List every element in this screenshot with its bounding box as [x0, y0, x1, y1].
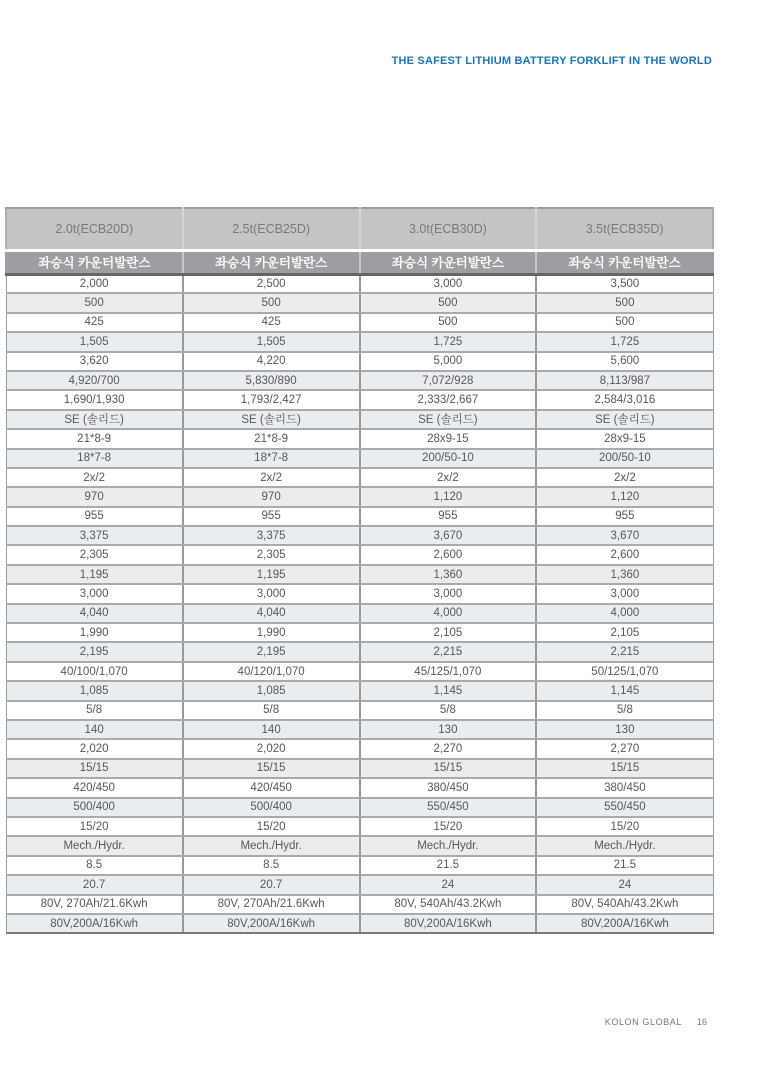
table-row: [6, 332, 713, 351]
spec-cell: 130: [536, 720, 713, 739]
spec-cell: 5,000: [360, 352, 537, 371]
table-row: [6, 662, 713, 681]
spec-cell: 21.5: [360, 856, 537, 875]
spec-cell: 1,195: [183, 565, 360, 584]
spec-cell: 1,690/1,930: [6, 390, 183, 409]
spec-cell: 500: [360, 313, 537, 332]
spec-cell: 5/8: [536, 701, 713, 720]
spec-cell: 1,085: [183, 681, 360, 700]
table-row: [6, 604, 713, 623]
spec-cell: 21*8-9: [6, 429, 183, 448]
spec-cell: 15/20: [536, 817, 713, 836]
spec-cell: 28x9-15: [536, 429, 713, 448]
spec-cell: 380/450: [360, 778, 537, 797]
spec-cell: 200/50-10: [360, 449, 537, 468]
table-row: [6, 798, 713, 817]
table-row: [6, 739, 713, 758]
spec-cell: 1,990: [183, 623, 360, 642]
spec-cell: Mech./Hydr.: [183, 836, 360, 855]
spec-cell: 2,215: [360, 642, 537, 661]
table-row: [6, 895, 713, 914]
spec-cell: 3,000: [183, 584, 360, 603]
spec-cell: 8.5: [183, 856, 360, 875]
table-row: [6, 681, 713, 700]
table-row: [6, 313, 713, 332]
spec-table-container: [5, 207, 714, 934]
spec-cell: SE (솔리드): [360, 410, 537, 429]
spec-cell: 3,375: [6, 526, 183, 545]
table-row: [6, 778, 713, 797]
spec-cell: 5/8: [183, 701, 360, 720]
spec-cell: 500/400: [183, 798, 360, 817]
spec-cell: Mech./Hydr.: [536, 836, 713, 855]
page-number: 16: [696, 1017, 707, 1027]
spec-cell: 7,072/928: [360, 371, 537, 390]
spec-cell: 1,725: [360, 332, 537, 351]
table-row: [6, 584, 713, 603]
spec-cell: 50/125/1,070: [536, 662, 713, 681]
spec-cell: 15/15: [183, 759, 360, 778]
spec-cell: 2,305: [6, 545, 183, 564]
table-row: [6, 507, 713, 526]
spec-cell: 4,000: [360, 604, 537, 623]
spec-cell: 2x/2: [6, 468, 183, 487]
spec-cell: 5,600: [536, 352, 713, 371]
spec-cell: 3,000: [536, 584, 713, 603]
spec-cell: 21.5: [536, 856, 713, 875]
spec-cell: 970: [6, 487, 183, 506]
spec-cell: 28x9-15: [360, 429, 537, 448]
spec-cell: 955: [536, 507, 713, 526]
table-row: [6, 817, 713, 836]
spec-cell: 500: [183, 293, 360, 312]
spec-table: [5, 207, 714, 934]
spec-cell: 550/450: [536, 798, 713, 817]
table-row: [6, 836, 713, 855]
spec-cell: 500/400: [6, 798, 183, 817]
spec-cell: 3,375: [183, 526, 360, 545]
model-header-ecb25d: 2.5t(ECB25D): [183, 208, 360, 250]
spec-cell: 1,990: [6, 623, 183, 642]
spec-cell: 8,113/987: [536, 371, 713, 390]
spec-cell: 500: [360, 293, 537, 312]
spec-cell: 3,670: [360, 526, 537, 545]
table-row: [6, 642, 713, 661]
spec-cell: 24: [536, 875, 713, 894]
spec-cell: 18*7-8: [6, 449, 183, 468]
spec-cell: 420/450: [6, 778, 183, 797]
spec-cell: 15/15: [360, 759, 537, 778]
spec-cell: 2,195: [6, 642, 183, 661]
spec-cell: 1,145: [360, 681, 537, 700]
spec-cell: 40/100/1,070: [6, 662, 183, 681]
table-row: [6, 390, 713, 409]
spec-cell: 425: [6, 313, 183, 332]
spec-cell: Mech./Hydr.: [6, 836, 183, 855]
table-row: [6, 701, 713, 720]
spec-cell: 2,500: [183, 274, 360, 293]
table-row: [6, 468, 713, 487]
table-row: [6, 759, 713, 778]
spec-cell: 2,600: [360, 545, 537, 564]
spec-cell: 15/20: [360, 817, 537, 836]
spec-cell: 2,305: [183, 545, 360, 564]
spec-cell: 955: [360, 507, 537, 526]
spec-cell: 1,195: [6, 565, 183, 584]
spec-cell: 3,000: [6, 584, 183, 603]
spec-cell: 2,333/2,667: [360, 390, 537, 409]
spec-cell: 130: [360, 720, 537, 739]
spec-cell: 2x/2: [360, 468, 537, 487]
table-row: [6, 274, 713, 293]
spec-cell: 80V, 270Ah/21.6Kwh: [183, 895, 360, 914]
spec-table-body: [6, 274, 713, 933]
spec-cell: 45/125/1,070: [360, 662, 537, 681]
spec-cell: 2,270: [360, 739, 537, 758]
spec-cell: 4,220: [183, 352, 360, 371]
table-row: [6, 526, 713, 545]
spec-cell: 2,195: [183, 642, 360, 661]
spec-cell: 1,793/2,427: [183, 390, 360, 409]
table-row: [6, 856, 713, 875]
spec-cell: SE (솔리드): [6, 410, 183, 429]
spec-cell: 2,000: [6, 274, 183, 293]
spec-cell: 1,120: [360, 487, 537, 506]
spec-cell: 80V,200A/16Kwh: [183, 914, 360, 933]
spec-cell: 2,600: [536, 545, 713, 564]
spec-cell: 5/8: [6, 701, 183, 720]
spec-cell: 80V,200A/16Kwh: [536, 914, 713, 933]
model-header-ecb30d: 3.0t(ECB30D): [360, 208, 537, 250]
spec-cell: 500: [536, 313, 713, 332]
spec-cell: 4,000: [536, 604, 713, 623]
spec-cell: 380/450: [536, 778, 713, 797]
spec-cell: 1,505: [183, 332, 360, 351]
model-header-row: [6, 208, 713, 250]
table-row: [6, 545, 713, 564]
type-header: 좌승식 카운터발란스: [6, 250, 183, 274]
footer-brand: KOLON GLOBAL: [604, 1017, 682, 1027]
spec-cell: 955: [183, 507, 360, 526]
spec-cell: 40/120/1,070: [183, 662, 360, 681]
spec-cell: 5,830/890: [183, 371, 360, 390]
spec-cell: 2,270: [536, 739, 713, 758]
spec-cell: 3,670: [536, 526, 713, 545]
spec-cell: 80V,200A/16Kwh: [360, 914, 537, 933]
spec-cell: 80V, 540Ah/43.2Kwh: [536, 895, 713, 914]
spec-cell: 200/50-10: [536, 449, 713, 468]
spec-cell: 2,105: [536, 623, 713, 642]
spec-cell: 15/15: [6, 759, 183, 778]
spec-cell: 18*7-8: [183, 449, 360, 468]
table-row: [6, 623, 713, 642]
spec-cell: 2x/2: [183, 468, 360, 487]
spec-cell: 550/450: [360, 798, 537, 817]
spec-cell: 15/20: [6, 817, 183, 836]
spec-cell: 1,120: [536, 487, 713, 506]
spec-cell: 140: [6, 720, 183, 739]
spec-cell: 15/20: [183, 817, 360, 836]
spec-cell: SE (솔리드): [183, 410, 360, 429]
spec-cell: 2,215: [536, 642, 713, 661]
spec-cell: 21*8-9: [183, 429, 360, 448]
spec-cell: 2,584/3,016: [536, 390, 713, 409]
model-header-ecb20d: 2.0t(ECB20D): [6, 208, 183, 250]
table-row: [6, 487, 713, 506]
table-row: [6, 371, 713, 390]
spec-cell: 4,920/700: [6, 371, 183, 390]
spec-cell: 80V,200A/16Kwh: [6, 914, 183, 933]
spec-cell: 500: [6, 293, 183, 312]
table-row: [6, 410, 713, 429]
table-row: [6, 429, 713, 448]
spec-cell: 15/15: [536, 759, 713, 778]
spec-cell: 1,505: [6, 332, 183, 351]
spec-cell: 20.7: [6, 875, 183, 894]
spec-cell: SE (솔리드): [536, 410, 713, 429]
spec-cell: 4,040: [183, 604, 360, 623]
spec-cell: 80V, 540Ah/43.2Kwh: [360, 895, 537, 914]
spec-cell: 8.5: [6, 856, 183, 875]
spec-cell: 5/8: [360, 701, 537, 720]
spec-cell: 140: [183, 720, 360, 739]
type-header: 좌승식 카운터발란스: [183, 250, 360, 274]
spec-cell: 1,725: [536, 332, 713, 351]
spec-cell: 3,000: [360, 584, 537, 603]
spec-cell: 3,620: [6, 352, 183, 371]
spec-cell: 20.7: [183, 875, 360, 894]
spec-cell: 420/450: [183, 778, 360, 797]
table-row: [6, 449, 713, 468]
spec-cell: 955: [6, 507, 183, 526]
page-tagline: THE SAFEST LITHIUM BATTERY FORKLIFT IN THE WORLD: [391, 55, 712, 67]
table-row: [6, 875, 713, 894]
spec-cell: 3,000: [360, 274, 537, 293]
table-row: [6, 293, 713, 312]
table-row: [6, 914, 713, 933]
type-header: 좌승식 카운터발란스: [360, 250, 537, 274]
type-header-row: [6, 250, 713, 274]
spec-cell: 500: [536, 293, 713, 312]
spec-cell: 2,020: [183, 739, 360, 758]
model-header-ecb35d: 3.5t(ECB35D): [536, 208, 713, 250]
table-row: [6, 720, 713, 739]
table-row: [6, 565, 713, 584]
spec-cell: 3,500: [536, 274, 713, 293]
spec-cell: 1,085: [6, 681, 183, 700]
spec-cell: 1,145: [536, 681, 713, 700]
spec-cell: 425: [183, 313, 360, 332]
spec-cell: Mech./Hydr.: [360, 836, 537, 855]
table-row: [6, 352, 713, 371]
spec-cell: 80V, 270Ah/21.6Kwh: [6, 895, 183, 914]
spec-cell: 2,020: [6, 739, 183, 758]
type-header: 좌승식 카운터발란스: [536, 250, 713, 274]
spec-cell: 970: [183, 487, 360, 506]
spec-cell: 4,040: [6, 604, 183, 623]
spec-cell: 2x/2: [536, 468, 713, 487]
spec-cell: 24: [360, 875, 537, 894]
spec-cell: 2,105: [360, 623, 537, 642]
spec-cell: 1,360: [536, 565, 713, 584]
page-footer: [605, 1017, 707, 1027]
spec-cell: 1,360: [360, 565, 537, 584]
